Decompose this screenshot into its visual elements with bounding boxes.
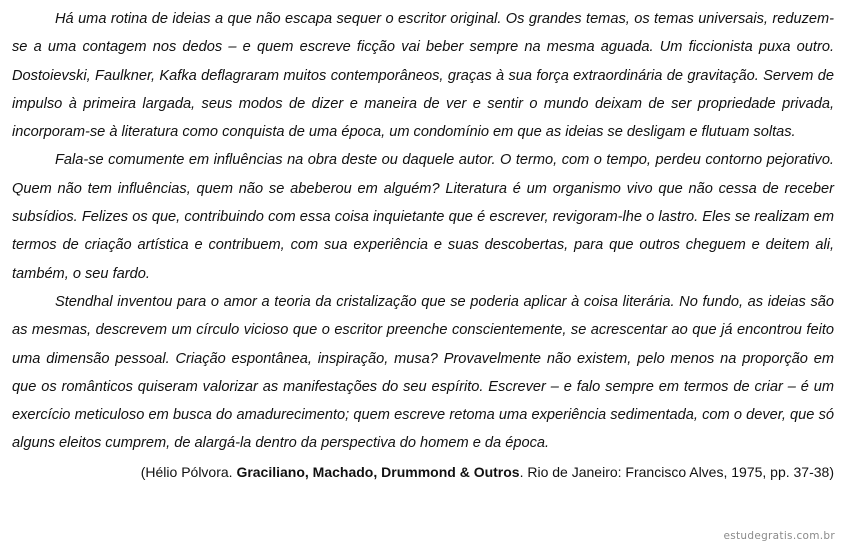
source-citation — [12, 458, 834, 486]
site-watermark: estudegratis.com.br — [723, 530, 835, 542]
citation-book-title: Graciliano, Machado, Drummond & Outros — [236, 463, 520, 480]
paragraph-1: Há uma rotina de ideias a que não escapa sequer o escritor original. Os grandes temas, os temas universais, reduzem-se a uma contagem nos dedos – e quem escreve ficção vai beber sempre na mesma aguada. Um ficcionista puxa outro. Dostoievski, Faulkner, Kafka deflagraram muitos contemporâneos, graças à sua força extraordinária de gravitação. Servem de impulso à primeira largada, seus modos de dizer e maneira de ver e sentir o mundo deixam de ser propriedade privada, incorporam-se à literatura como conquista de uma época, um condomínio em que as ideias se desligam e flutuam soltas. — [12, 11, 834, 141]
paragraph-2: Fala-se comumente em influências na obra deste ou daquele autor. O termo, com o tempo, perdeu contorno pejorativo. Quem não tem influências, quem não se abeberou em alguém? Literatura é um organismo vivo que não cessa de receber subsídios. Felizes os que, contribuindo com essa coisa inquietante que é escrever, revigoram-lhe o lastro. Eles se realizam em termos de criação artística e contribuem, com sua experiência e suas descobertas, para que outros cheguem e deitem ali, também, o seu fardo. — [12, 152, 834, 282]
paragraph-3: Stendhal inventou para o amor a teoria da cristalização que se poderia aplicar à coisa literária. No fundo, as ideias são as mesmas, descrevem um círculo vicioso que o escritor preenche conscientemente, se acrescentar ao que já encontrou feito uma dimensão pessoal. Criação espontânea, inspiração, musa? Provavelmente não existem, pelo menos na proporção em que os românticos quiseram valorizar as manifestações do seu espírito. Escrever – e falo sempre em termos de criar – é um exercício meticuloso em busca do amadurecimento; quem escreve retoma uma experiência sedimentada, com o dever, que só alguns eleitos cumprem, de alargá-la dentro da perspectiva do homem e da época. — [12, 293, 834, 452]
citation-prefix: (Hélio Pólvora. — [140, 463, 237, 480]
citation-suffix: . Rio de Janeiro: Francisco Alves, 1975, pp. 37-38) — [519, 463, 834, 480]
document-body — [12, 5, 834, 486]
